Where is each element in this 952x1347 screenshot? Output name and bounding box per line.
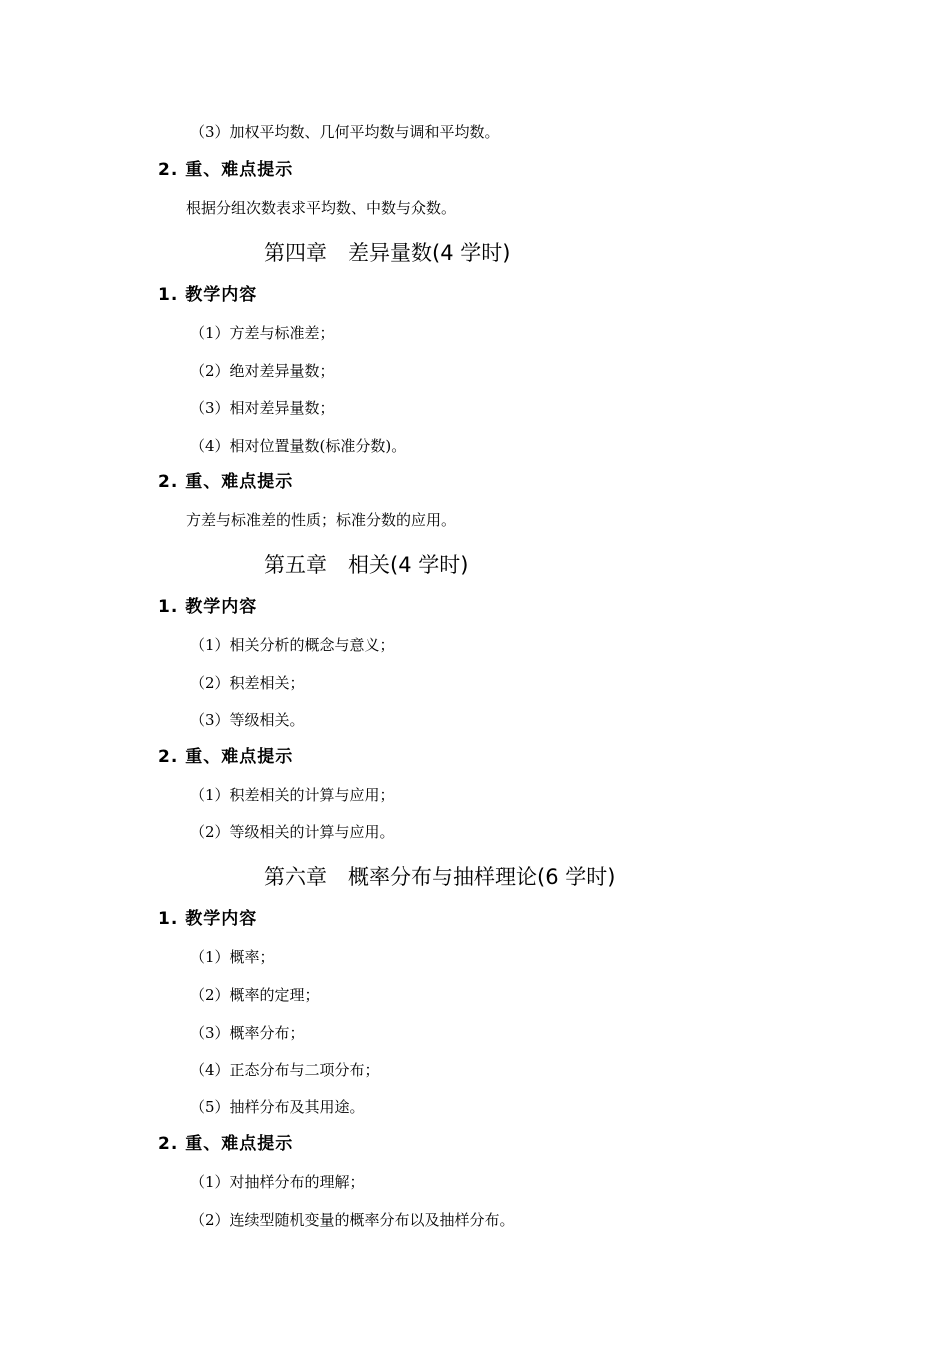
list-item: （4）正态分布与二项分布；: [190, 1061, 380, 1079]
section-heading: 1. 教学内容: [158, 285, 258, 305]
section-heading: 2. 重、难点提示: [158, 160, 294, 180]
list-item: （2）绝对差异量数；: [190, 362, 335, 380]
paragraph: 根据分组次数表求平均数、中数与众数。: [186, 199, 457, 217]
list-item: （4）相对位置量数(标准分数)。: [190, 437, 407, 455]
section-heading: 2. 重、难点提示: [158, 472, 294, 492]
list-item: （2）等级相关的计算与应用。: [190, 823, 395, 841]
list-item: （1）相关分析的概念与意义；: [190, 636, 395, 654]
chapter-title: 第六章 概率分布与抽样理论(6 学时): [264, 865, 616, 889]
list-item: （3）相对差异量数；: [190, 399, 335, 417]
list-item: （3）加权平均数、几何平均数与调和平均数。: [190, 123, 500, 141]
list-item: （1）方差与标准差；: [190, 324, 335, 342]
chapter-title: 第五章 相关(4 学时): [264, 553, 469, 577]
list-item: （5）抽样分布及其用途。: [190, 1098, 365, 1116]
section-heading: 2. 重、难点提示: [158, 747, 294, 767]
list-item: （2）概率的定理；: [190, 986, 320, 1004]
section-heading: 1. 教学内容: [158, 909, 258, 929]
list-item: （3）等级相关。: [190, 711, 305, 729]
list-item: （1）概率；: [190, 948, 275, 966]
paragraph: 方差与标准差的性质；标准分数的应用。: [186, 511, 457, 529]
chapter-title: 第四章 差异量数(4 学时): [264, 241, 511, 265]
list-item: （1）积差相关的计算与应用；: [190, 786, 395, 804]
list-item: （2）连续型随机变量的概率分布以及抽样分布。: [190, 1211, 515, 1229]
list-item: （3）概率分布；: [190, 1024, 305, 1042]
section-heading: 1. 教学内容: [158, 597, 258, 617]
section-heading: 2. 重、难点提示: [158, 1134, 294, 1154]
list-item: （2）积差相关；: [190, 674, 305, 692]
list-item: （1）对抽样分布的理解；: [190, 1173, 365, 1191]
